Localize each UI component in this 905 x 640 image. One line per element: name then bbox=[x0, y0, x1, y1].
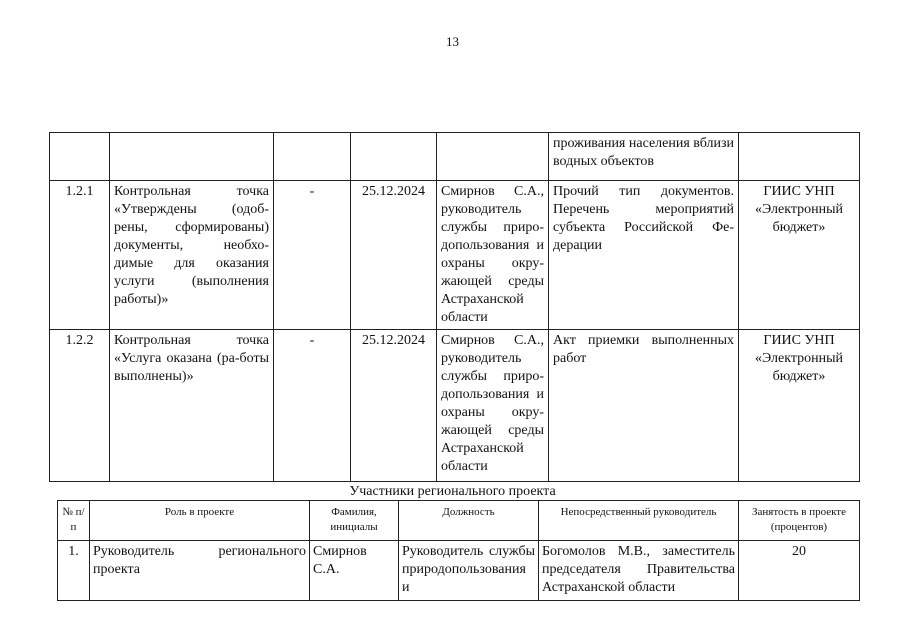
cell-role: Руководитель регионального проекта bbox=[90, 541, 310, 601]
cell-document: Прочий тип документов. Перечень мероприятий субъекта Российской Фе-дерации bbox=[549, 181, 739, 330]
cell-prev: - bbox=[274, 330, 351, 482]
cell-prev bbox=[274, 133, 351, 181]
header-num: № п/п bbox=[58, 501, 90, 541]
cell-date: 25.12.2024 bbox=[351, 181, 437, 330]
cell-num: 1.2.2 bbox=[50, 330, 110, 482]
cell-system: ГИИС УНП «Электронный бюджет» bbox=[739, 330, 860, 482]
header-manager: Непосредственный руководитель bbox=[539, 501, 739, 541]
table-row bbox=[50, 181, 860, 330]
cell-manager: Богомолов М.В., заместитель председателя Правительства Астраханской области bbox=[539, 541, 739, 601]
header-position: Должность bbox=[399, 501, 539, 541]
header-name: Фамилия, инициалы bbox=[310, 501, 399, 541]
cell-responsible: Смирнов С.А., руководитель службы приро-допользования и охраны окру-жающей среды Астраханской области bbox=[437, 330, 549, 482]
cell-document: Акт приемки выполненных работ bbox=[549, 330, 739, 482]
cell-date bbox=[351, 133, 437, 181]
cell-system: ГИИС УНП «Электронный бюджет» bbox=[739, 181, 860, 330]
table-header-row bbox=[58, 501, 860, 541]
cell-name bbox=[110, 133, 274, 181]
header-role: Роль в проекте bbox=[90, 501, 310, 541]
participants-caption: Участники регионального проекта bbox=[349, 484, 556, 499]
cell-position: Руководитель службы природопользования и bbox=[399, 541, 539, 601]
cell-responsible bbox=[437, 133, 549, 181]
cell-system bbox=[739, 133, 860, 181]
cell-name: Смирнов С.А. bbox=[310, 541, 399, 601]
table-row bbox=[50, 330, 860, 482]
header-load: Занятость в проекте (процентов) bbox=[739, 501, 860, 541]
cell-prev: - bbox=[274, 181, 351, 330]
cell-num: 1. bbox=[58, 541, 90, 601]
cell-responsible: Смирнов С.А., руководитель службы приро-допользования и охраны окру-жающей среды Астраханской области bbox=[437, 181, 549, 330]
cell-name: Контрольная точка «Утверждены (одоб-рены, сформированы) документы, необхо-димые для оказания услуги (выполнения работы)» bbox=[110, 181, 274, 330]
control-points-table bbox=[49, 132, 860, 482]
cell-num: 1.2.1 bbox=[50, 181, 110, 330]
table-row bbox=[50, 133, 860, 181]
table-row bbox=[58, 541, 860, 601]
cell-num bbox=[50, 133, 110, 181]
cell-load: 20 bbox=[739, 541, 860, 601]
cell-document: проживания населения вблизи водных объектов bbox=[549, 133, 739, 181]
cell-name: Контрольная точка «Услуга оказана (ра-боты выполнены)» bbox=[110, 330, 274, 482]
participants-table bbox=[57, 500, 860, 601]
cell-date: 25.12.2024 bbox=[351, 330, 437, 482]
page-number: 13 bbox=[446, 34, 459, 49]
